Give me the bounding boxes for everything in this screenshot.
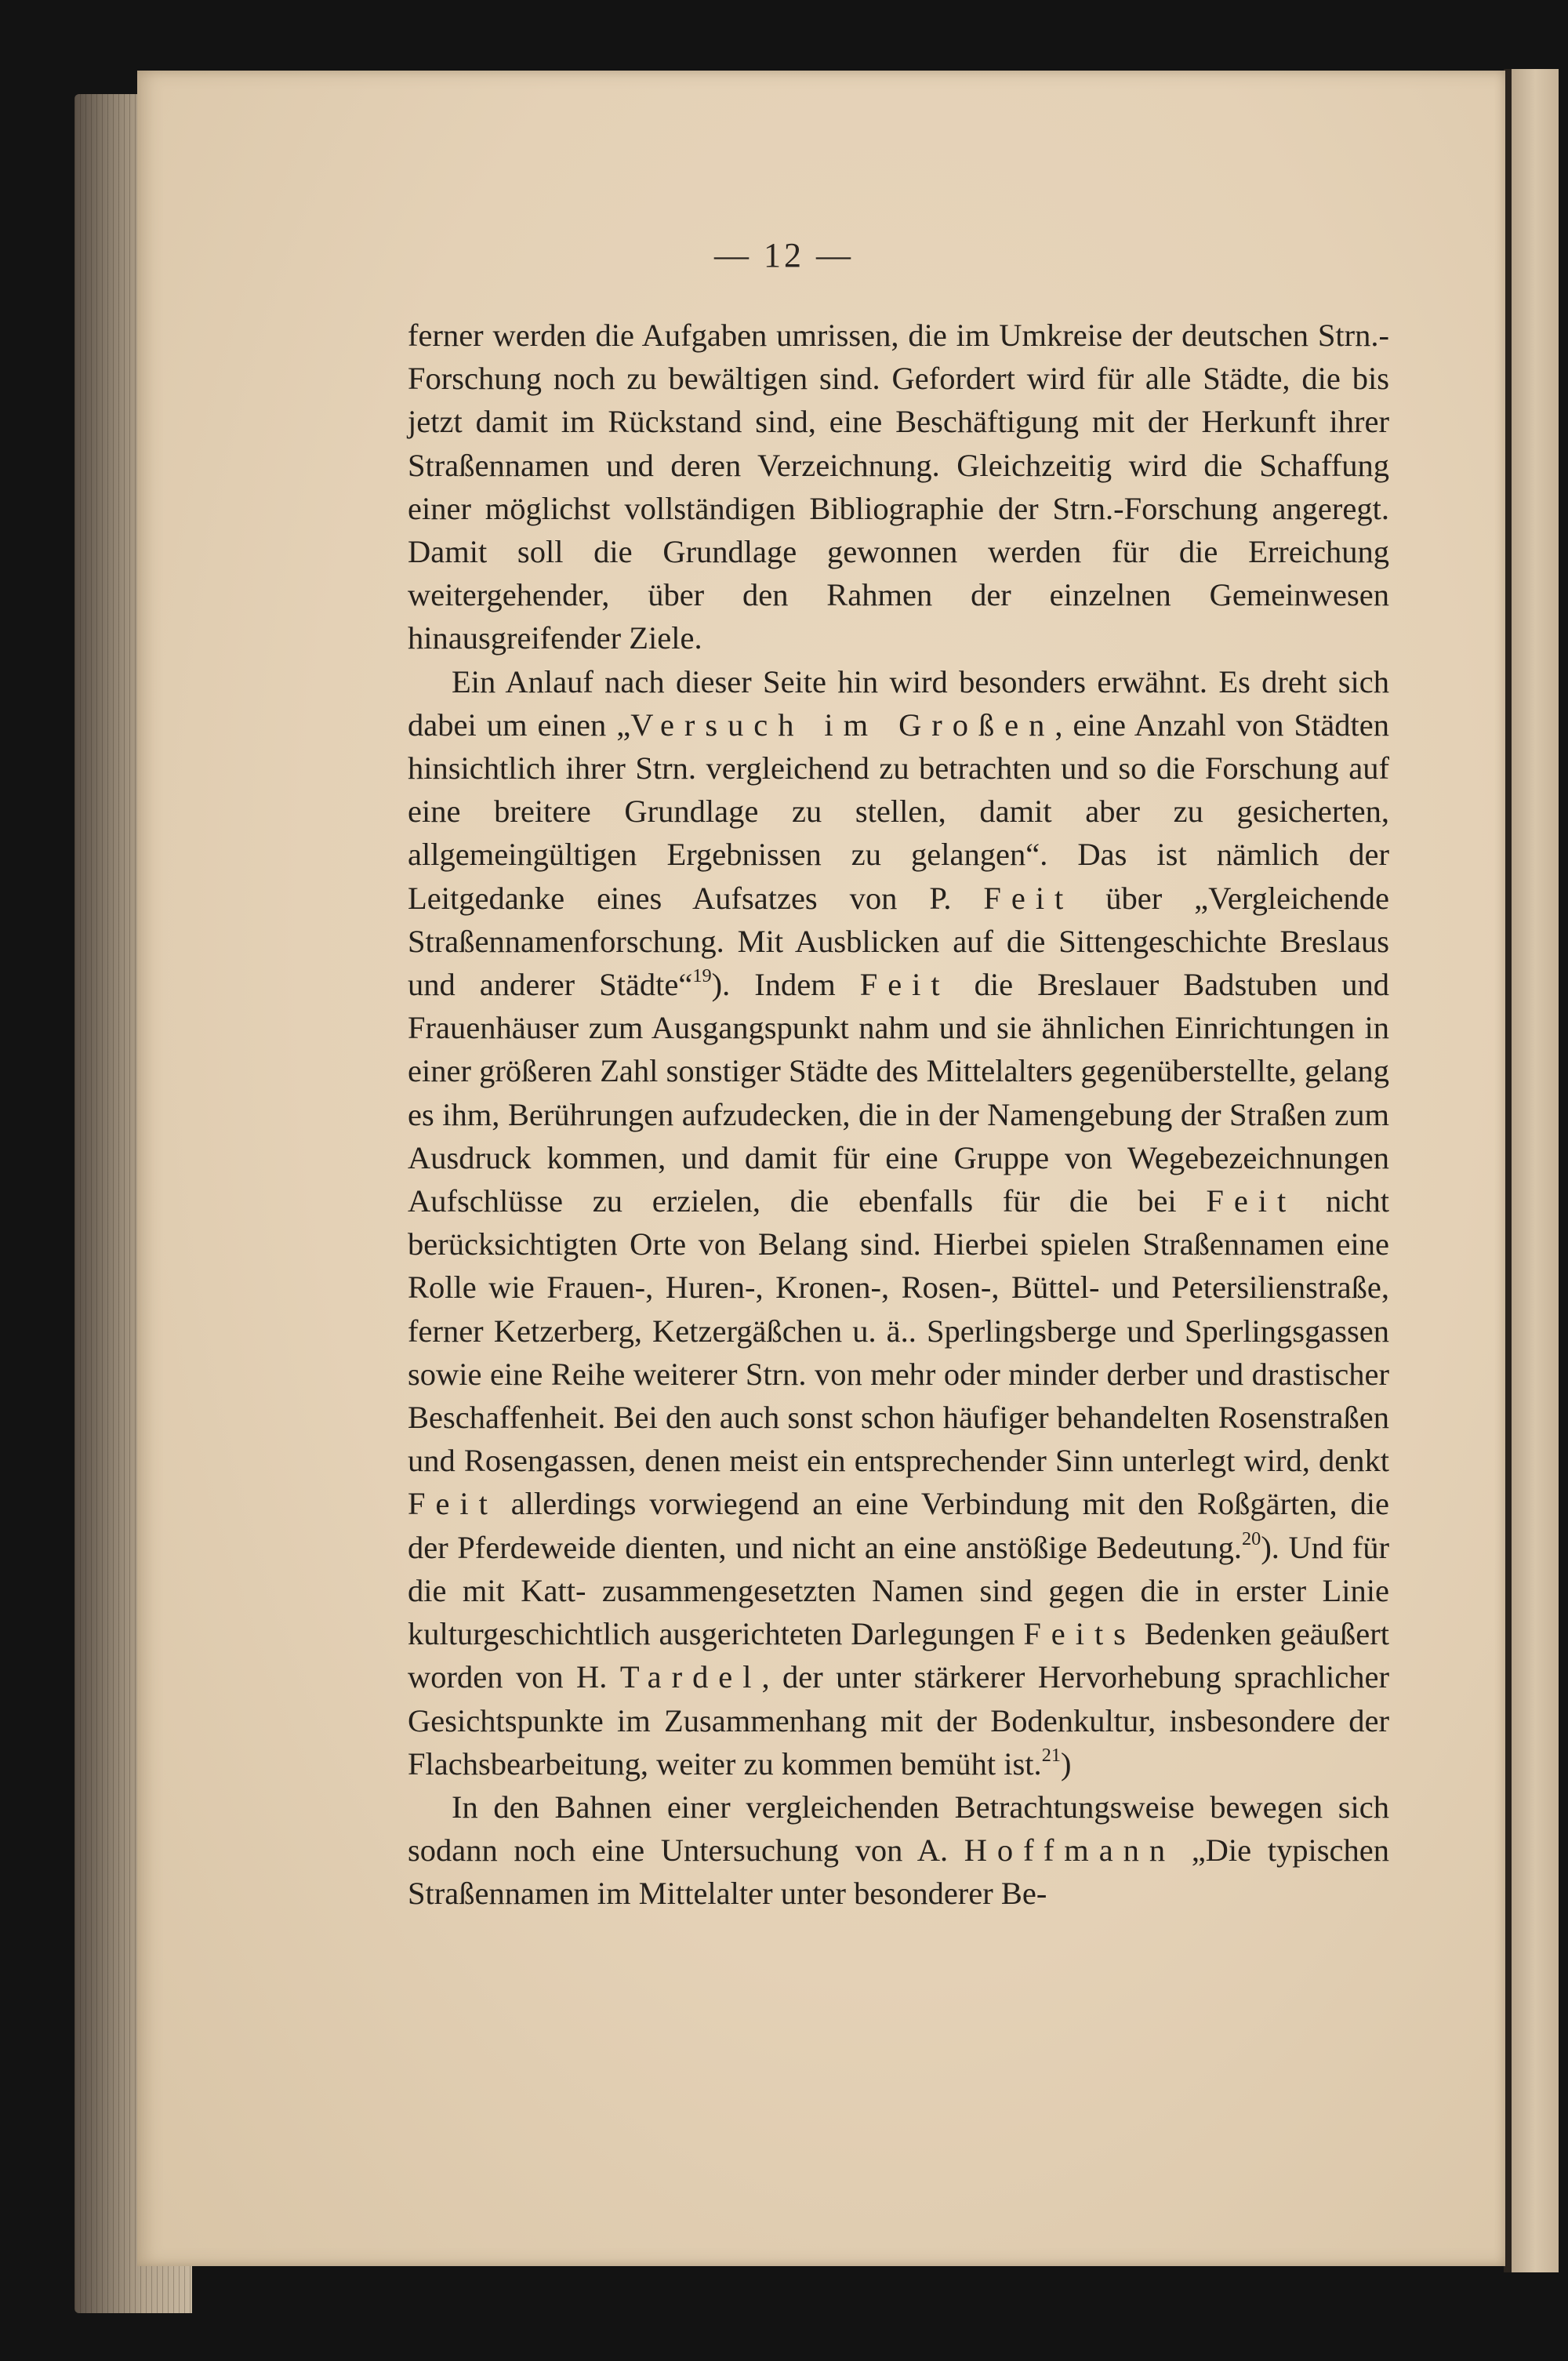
- spaced-emphasis: Hoffmann: [964, 1832, 1176, 1869]
- text-run: Ein Anlauf nach dieser Seite hin wird besonders erwähnt. Es dreht sich dabei um einen „: [408, 663, 1389, 743]
- spaced-emphasis: Tardel: [619, 1659, 762, 1695]
- text-run: ): [1060, 1745, 1072, 1782]
- text-run: ferner werden die Aufgaben umrissen, die im Umkreise der deutschen Strn.-Forschung noch zu bewältigen sind. Gefordert wird für alle Städte, die bis jetzt damit im Rückstand sind, eine Beschäftigung mit der Herkunft ihrer Straßennamen und deren Verzeichnung. Gleichzeitig wird die Schaffung einer möglichst vollständigen Bibliographie der Strn.-Forschung angeregt. Damit soll die Grundlage gewonnen werden für die Erreichung weitergehender, über den Rahmen der einzelnen Gemeinwesen hinausgreifender Ziele.: [408, 318, 1389, 656]
- spaced-emphasis: Feit: [408, 1486, 498, 1522]
- page-number: — 12 —: [714, 236, 854, 274]
- text-run: die Breslauer Badstuben und Frauenhäuser zum Ausgangspunkt nahm und sie ähnlichen Einrichtungen in einer größeren Zahl sonstiger Städte des Mittelalters gegenüberstellte, gelang es ihm, Berührungen aufzudecken, die in der Namengebung der Straßen zum Ausdruck kommen, und damit für eine Gruppe von Wegebezeichnungen Aufschlüsse zu erzielen, die ebenfalls für die bei: [408, 967, 1390, 1219]
- text-run: über „Vergleichende Straßennamenforschung. Mit Ausblicken auf die Sittengeschichte Breslaus und anderer Städte“: [408, 880, 1389, 1003]
- spaced-emphasis: Versuch im Großen: [630, 706, 1055, 743]
- text-run: ). Und für die mit Katt- zusammengesetzten Namen sind gegen die in erster Linie kulturgeschichtlich ausgerichteten Darlegungen: [408, 1529, 1389, 1652]
- text-run: , der unter stärkerer Hervorhebung sprachlicher Gesichtspunkte im Zusammenhang mit der Bodenkultur, insbesondere der Flachsbearbeitung, weiter zu kommen bemüht ist.: [408, 1659, 1389, 1782]
- text-run: nicht berücksichtigten Orte von Belang sind. Hierbei spielen Straßennamen eine Rolle wie Frauen-, Huren-, Kronen-, Rosen-, Büttel- und Petersilienstraße, ferner Ketzerberg, Ketzergäßchen u. ä.. Sperlingsberge und Sperlingsgassen sowie eine Reihe weiterer Strn. von mehr oder minder derber und drastischer Beschaffenheit. Bei den auch sonst schon häufiger behandelten Rosenstraßen und Rosengassen, denen meist ein entsprechender Sinn unterlegt wird, denkt: [408, 1183, 1389, 1479]
- paragraph: [408, 314, 1389, 660]
- spaced-emphasis: Feit: [1206, 1183, 1297, 1219]
- text-run: „Die typischen Straßennamen im Mittelalter unter besonderer Be-: [408, 1832, 1389, 1912]
- paragraph: [408, 1785, 1389, 1916]
- spaced-emphasis: Feit: [983, 880, 1074, 916]
- paragraph: [408, 660, 1389, 1785]
- footnote-ref: 21: [1041, 1744, 1061, 1766]
- text-run: ). Indem: [711, 967, 860, 1003]
- body-text: [408, 314, 1389, 1916]
- footnote-ref: 19: [692, 965, 712, 987]
- next-page-edge: [1512, 69, 1559, 2272]
- text-run: In den Bahnen einer vergleichenden Betrachtungsweise bewegen sich sodann noch eine Untersuchung von A.: [408, 1789, 1389, 1869]
- text-run: allerdings vorwiegend an eine Verbindung mit den Roßgärten, die der Pferdeweide dienten, und nicht an eine anstößige Bedeutung.: [408, 1486, 1389, 1565]
- spaced-emphasis: Feits: [1023, 1616, 1136, 1652]
- text-run: , eine Anzahl von Städten hinsichtlich ihrer Strn. vergleichend zu betrachten und so die Forschung auf eine breitere Grundlage zu stellen, damit aber zu gesicherten, allgemeingültigen Ergebnissen zu gelangen“. Das ist nämlich der Leitgedanke eines Aufsatzes von P.: [408, 706, 1390, 916]
- text-run: Bedenken geäußert worden von H.: [408, 1616, 1389, 1695]
- footnote-ref: 20: [1242, 1527, 1261, 1549]
- spaced-emphasis: Feit: [859, 967, 950, 1003]
